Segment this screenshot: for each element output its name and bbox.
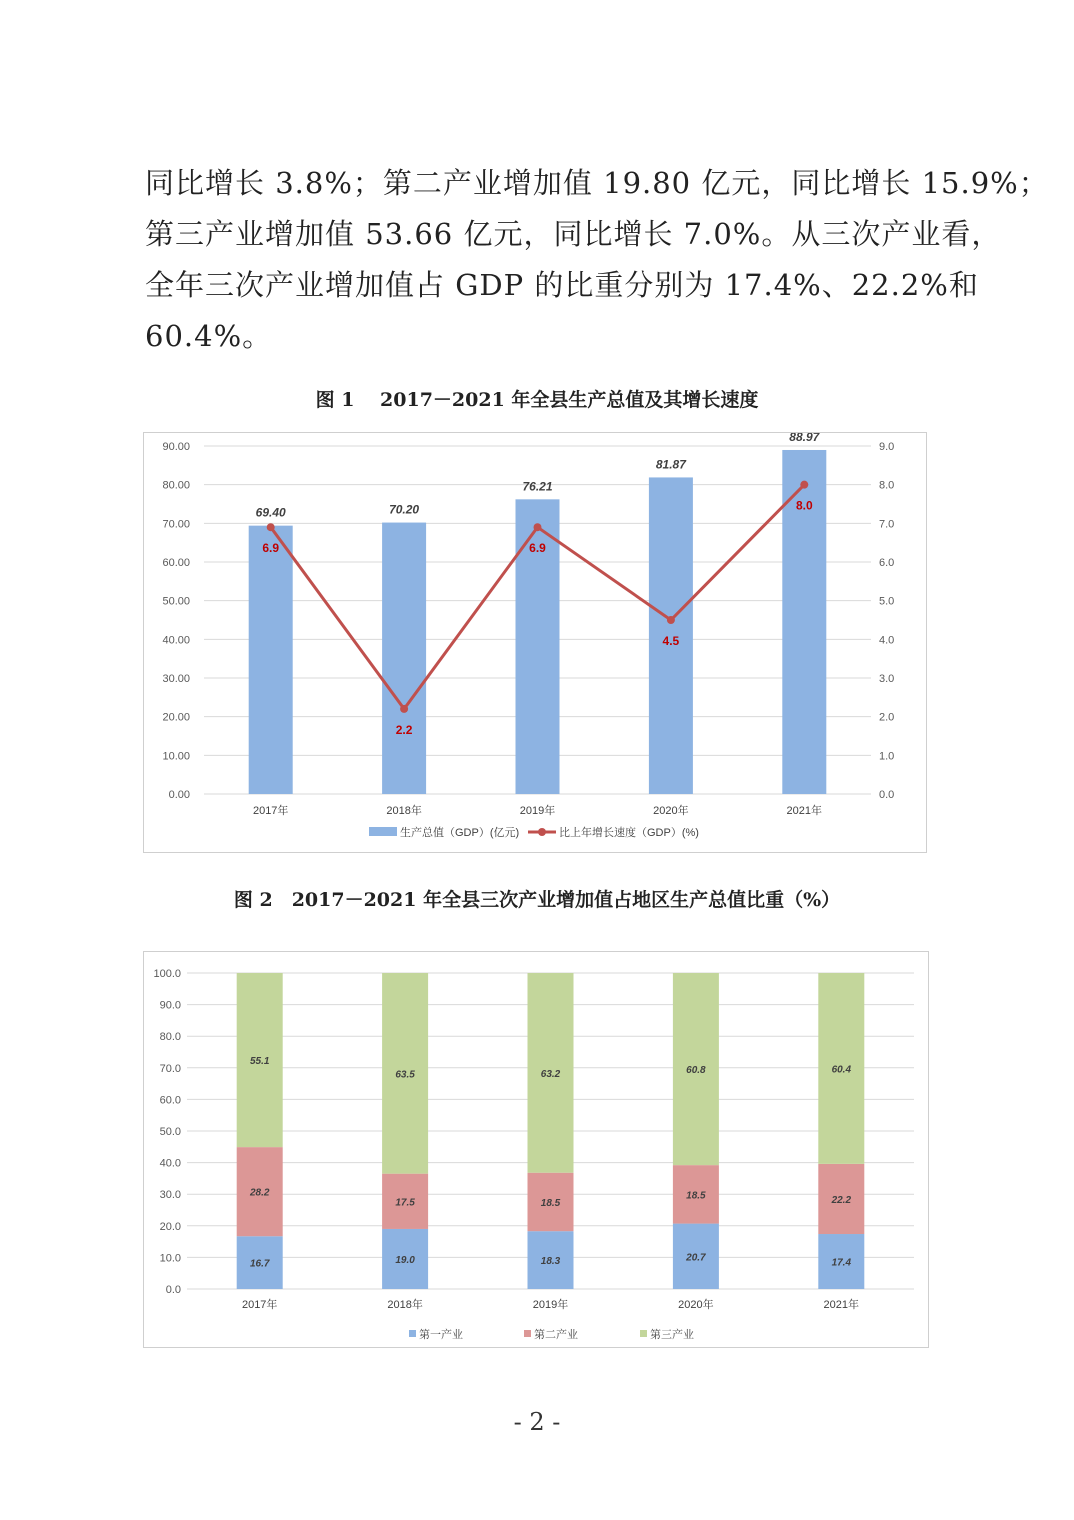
y-right-tick-label: 1.0 (879, 750, 895, 763)
y-right-tick-label: 5.0 (879, 595, 895, 608)
stack-segment-label: 18.5 (686, 1190, 706, 1202)
paragraph-line-4: 60.4%。 (145, 319, 273, 353)
growth-point (534, 523, 542, 531)
y-tick-label: 80.0 (159, 1031, 181, 1044)
stack-segment-label: 17.5 (395, 1197, 415, 1209)
y-tick-label: 70.0 (159, 1062, 181, 1075)
figure-2-title: 图 2 2017－2021 年全县三次产业增加值占地区生产总值比重（%） (233, 889, 841, 911)
y-tick-label: 60.0 (159, 1094, 181, 1107)
growth-point (667, 616, 675, 624)
gdp-bar-label: 76.21 (522, 479, 553, 494)
y-left-tick-label: 90.00 (162, 441, 190, 453)
y-left-tick-label: 0.00 (168, 789, 190, 801)
figure-2-chart (143, 951, 929, 1348)
stack-segment-label: 55.1 (249, 1056, 270, 1068)
stack-segment-label: 18.3 (540, 1256, 561, 1268)
y-left-tick-label: 30.00 (162, 673, 190, 685)
y-tick-label: 90.0 (159, 999, 181, 1012)
growth-point (400, 705, 408, 713)
growth-point (800, 481, 808, 489)
legend-label: 第二产业 (534, 1329, 578, 1341)
y-left-tick-label: 20.00 (162, 711, 190, 724)
stack-segment-label: 60.8 (686, 1065, 706, 1077)
y-left-tick-label: 70.00 (162, 518, 190, 531)
y-tick-label: 100.0 (153, 968, 181, 980)
y-tick-label: 50.0 (159, 1126, 181, 1138)
page-number: - 2 - (513, 1408, 561, 1436)
stack-segment-label: 16.7 (249, 1258, 270, 1270)
y-right-tick-label: 9.0 (879, 441, 895, 453)
legend-swatch (640, 1330, 647, 1337)
x-tick-label: 2021年 (786, 805, 823, 817)
y-right-tick-label: 6.0 (879, 557, 895, 569)
legend-label-gdp: 生产总值（GDP）(亿元) (400, 827, 520, 839)
y-tick-label: 40.0 (159, 1157, 181, 1170)
y-right-tick-label: 3.0 (879, 673, 895, 685)
figure-1-title: 图 1 2017－2021 年全县生产总值及其增长速度 (315, 389, 759, 411)
x-tick-label: 2018年 (386, 805, 422, 817)
stack-segment-label: 19.0 (395, 1254, 415, 1266)
y-right-tick-label: 2.0 (879, 711, 895, 724)
gdp-bar-label: 70.20 (389, 502, 420, 517)
stack-segment-label: 63.2 (540, 1068, 561, 1080)
legend-label: 第三产业 (650, 1329, 694, 1341)
paragraph-line-1: 同比增长 3.8%；第二产业增加值 19.80 亿元，同比增长 15.9%； (145, 166, 1049, 200)
y-left-tick-label: 80.00 (162, 479, 190, 492)
y-left-tick-label: 10.00 (162, 750, 190, 763)
y-right-tick-label: 0.0 (879, 789, 895, 801)
y-left-tick-label: 40.00 (162, 634, 190, 647)
legend-swatch (409, 1330, 416, 1337)
growth-point-label: 6.9 (262, 541, 280, 556)
legend-swatch-gdp (369, 827, 397, 836)
stack-segment-label: 60.4 (831, 1064, 852, 1076)
x-tick-label: 2021年 (823, 1299, 860, 1311)
legend-swatch (524, 1330, 531, 1337)
y-right-tick-label: 4.0 (879, 634, 895, 647)
y-tick-label: 10.0 (159, 1252, 181, 1265)
growth-point (267, 523, 275, 531)
stack-segment-label: 20.7 (686, 1252, 706, 1264)
stack-segment-label: 22.2 (831, 1194, 852, 1206)
x-tick-label: 2017年 (241, 1299, 278, 1311)
x-tick-label: 2018年 (387, 1299, 423, 1311)
figure-1-chart (143, 432, 927, 853)
growth-point-label: 4.5 (662, 634, 680, 648)
y-tick-label: 30.0 (159, 1189, 181, 1202)
gdp-bar-label: 69.40 (255, 505, 286, 520)
y-right-tick-label: 7.0 (879, 518, 895, 531)
growth-point-label: 8.0 (795, 498, 813, 513)
industry-share-chart-svg (144, 952, 928, 1347)
x-tick-label: 2019年 (519, 805, 556, 817)
stack-segment-label: 17.4 (831, 1257, 852, 1269)
y-tick-label: 0.0 (165, 1284, 181, 1296)
x-tick-label: 2020年 (678, 1299, 714, 1311)
gdp-bar (249, 526, 293, 794)
gdp-bar-label: 88.97 (789, 433, 820, 444)
y-left-tick-label: 60.00 (162, 557, 190, 569)
y-tick-label: 20.0 (159, 1220, 181, 1233)
gdp-bar (382, 523, 426, 794)
x-tick-label: 2020年 (653, 805, 689, 817)
paragraph-line-2: 第三产业增加值 53.66 亿元，同比增长 7.0%。从三次产业看， (145, 217, 1002, 251)
gdp-chart-svg (144, 433, 926, 852)
gdp-bar-label: 81.87 (655, 457, 686, 472)
growth-point-label: 6.9 (529, 541, 546, 556)
legend-label-growth: 比上年增长速度（GDP）(%) (559, 827, 699, 839)
legend-marker-growth (538, 828, 546, 836)
stack-segment-label: 63.5 (395, 1069, 415, 1081)
legend-label: 第一产业 (419, 1329, 463, 1341)
paragraph-line-3: 全年三次产业增加值占 GDP 的比重分别为 17.4%、22.2%和 (145, 268, 979, 302)
x-tick-label: 2017年 (252, 805, 289, 817)
x-tick-label: 2019年 (532, 1299, 569, 1311)
stack-segment-label: 28.2 (249, 1187, 270, 1199)
y-right-tick-label: 8.0 (879, 479, 895, 492)
y-left-tick-label: 50.00 (162, 595, 190, 608)
stack-segment-label: 18.5 (540, 1197, 561, 1209)
growth-point-label: 2.2 (395, 722, 413, 737)
